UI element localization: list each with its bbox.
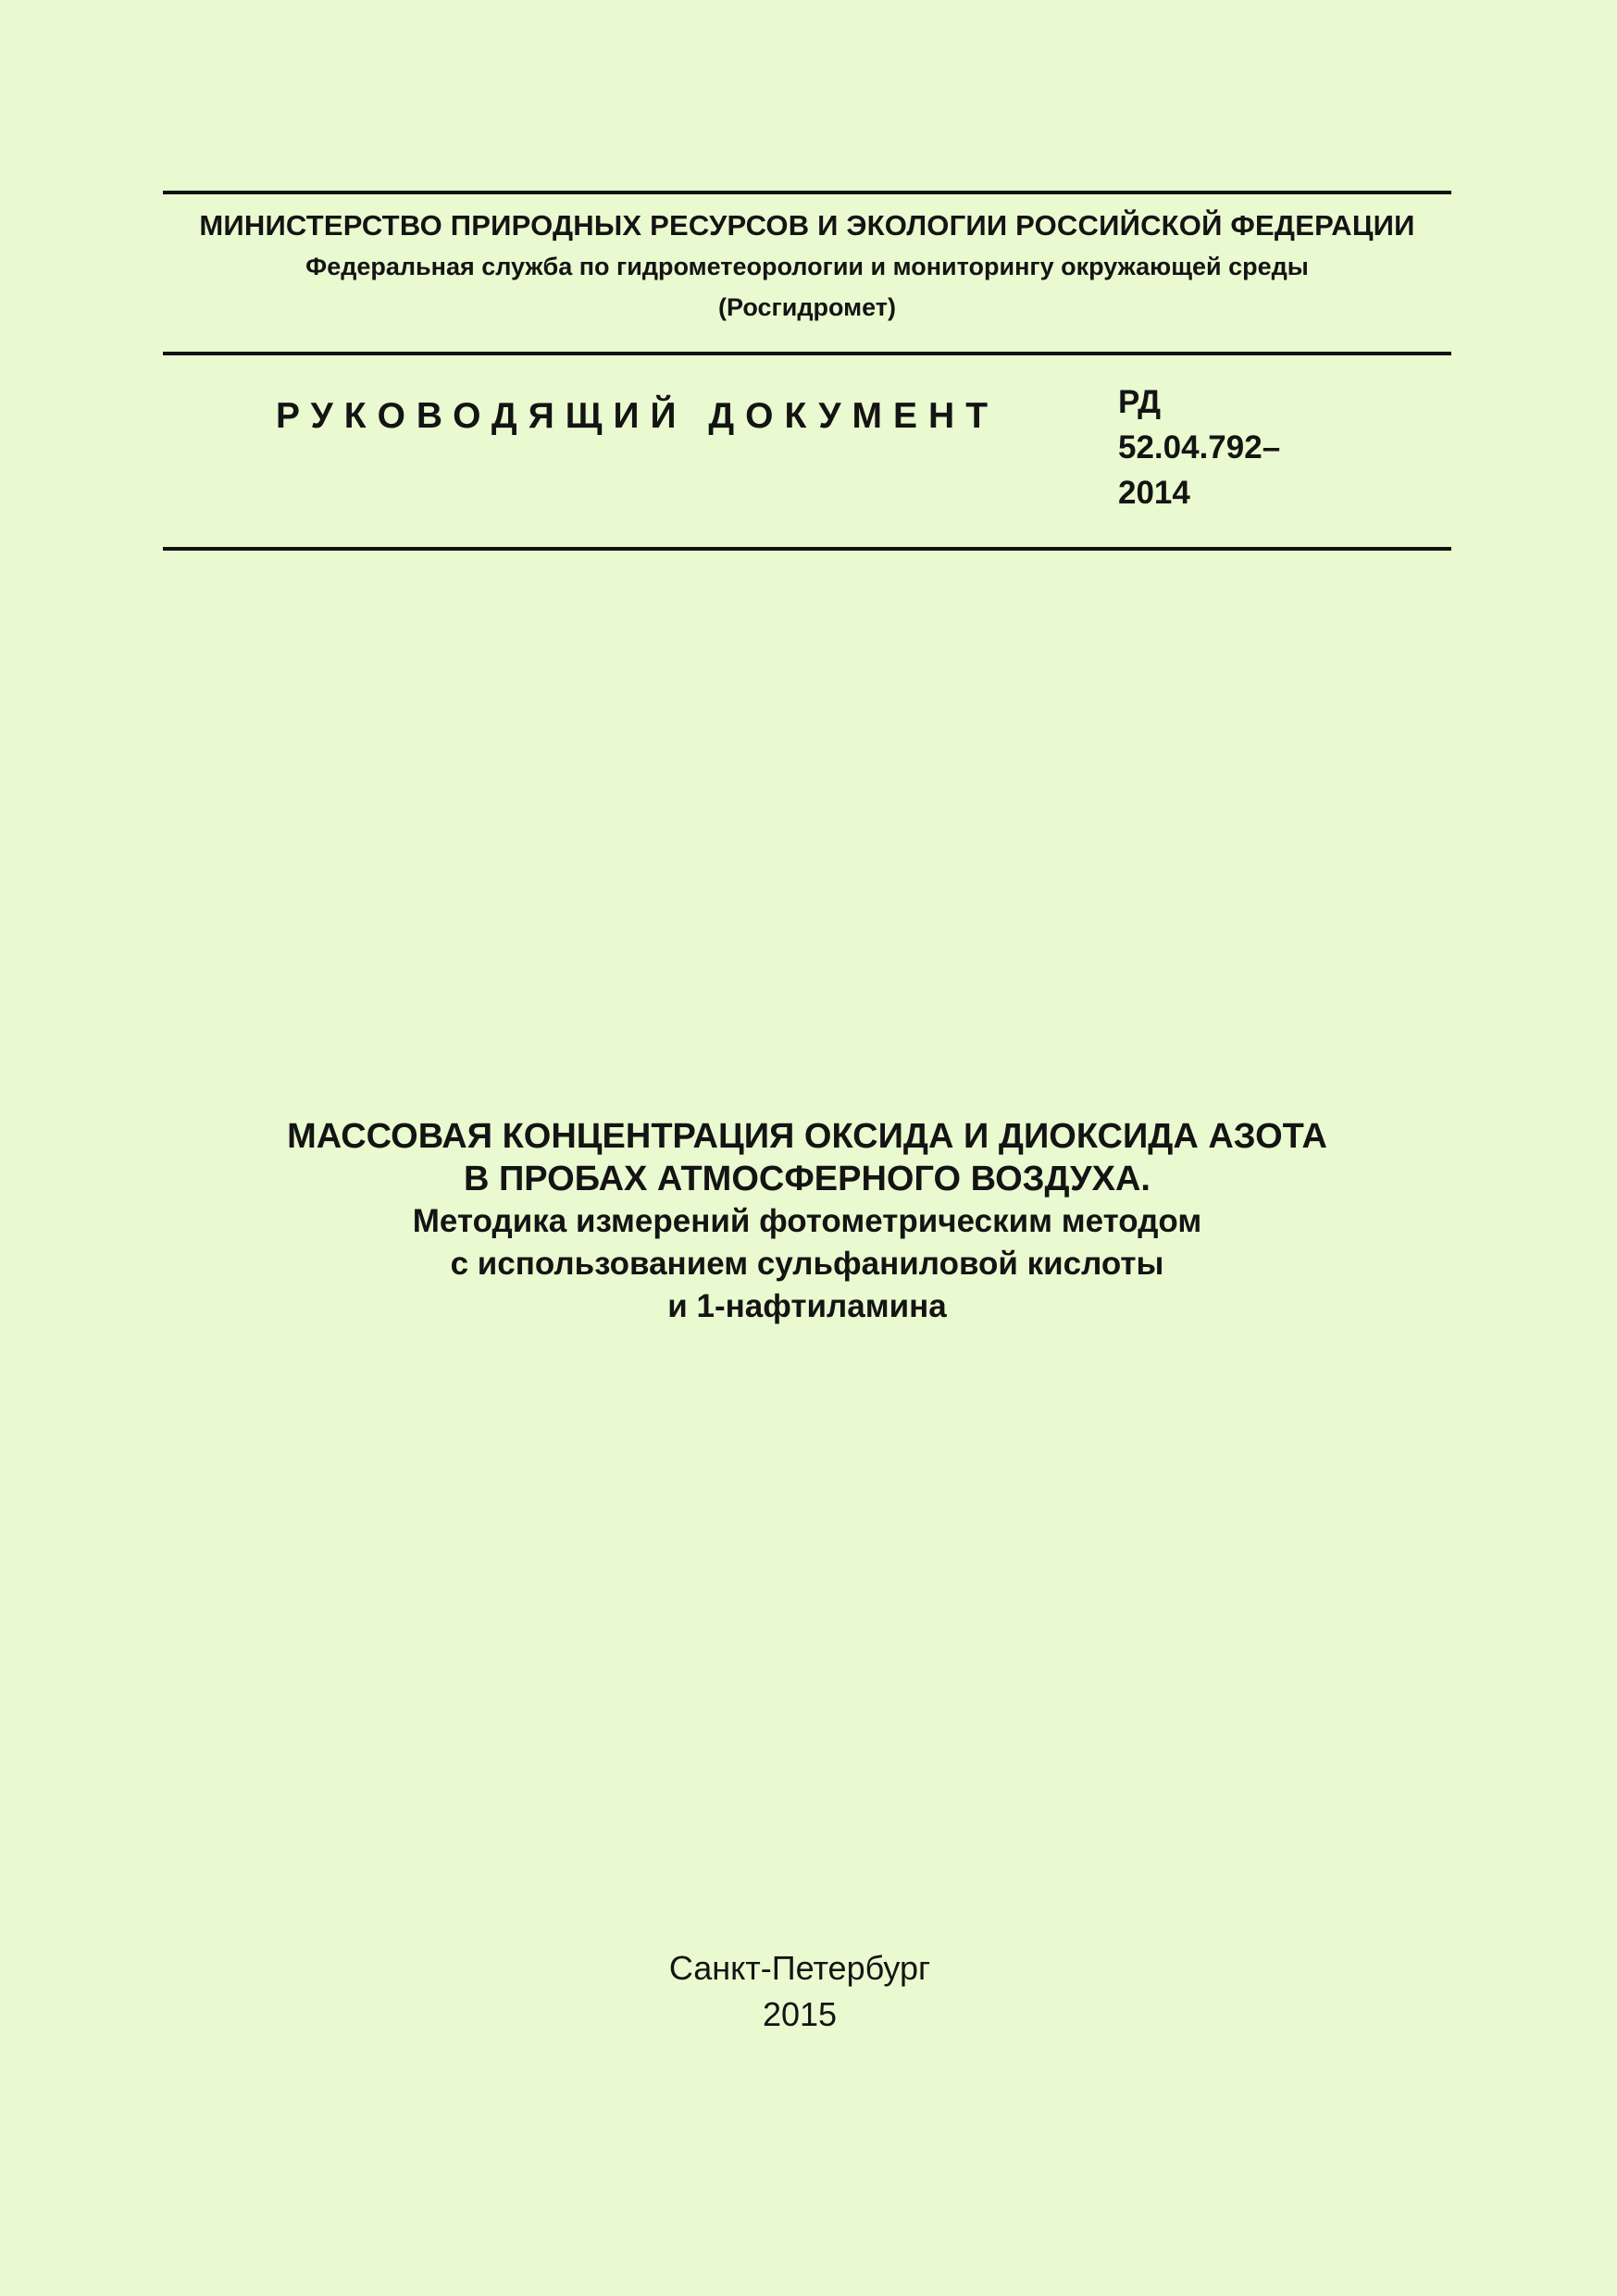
document-number-line: 2014 <box>1118 475 1190 511</box>
document-number-line: 52.04.792– <box>1118 429 1281 465</box>
title-line: В ПРОБАХ АТМОСФЕРНОГО ВОЗДУХА. <box>463 1160 1151 1198</box>
document-type: РУКОВОДЯЩИЙ ДОКУМЕНТ <box>276 396 1000 436</box>
section-divider-rule <box>163 547 1451 551</box>
document-number <box>1118 379 1359 515</box>
document-number-line: РД <box>1118 384 1162 420</box>
subtitle-line: и 1-нафтиламина <box>667 1288 947 1324</box>
publication-city: Санкт-Петербург <box>668 1949 931 1987</box>
ministry-name: МИНИСТЕРСТВО ПРИРОДНЫХ РЕСУРСОВ И ЭКОЛОГИИ РОССИЙСКОЙ ФЕДЕРАЦИИ <box>199 209 1415 242</box>
document-title <box>163 1115 1451 1328</box>
service-name: Федеральная служба по гидрометеорологии и мониторингу окружающей среды <box>305 253 1309 280</box>
publication-imprint <box>533 1945 1066 2038</box>
subtitle-line: Методика измерений фотометрическим методом <box>412 1203 1202 1239</box>
subtitle-line: с использованием сульфаниловой кислоты <box>450 1246 1164 1282</box>
publication-year: 2015 <box>762 1995 838 2033</box>
issuer-block <box>163 205 1451 328</box>
title-line: МАССОВАЯ КОНЦЕНТРАЦИЯ ОКСИДА И ДИОКСИДА АЗОТА <box>287 1117 1327 1156</box>
top-rule <box>163 191 1451 194</box>
header-divider-rule <box>163 352 1451 355</box>
agency-short-name: (Росгидромет) <box>718 293 896 321</box>
